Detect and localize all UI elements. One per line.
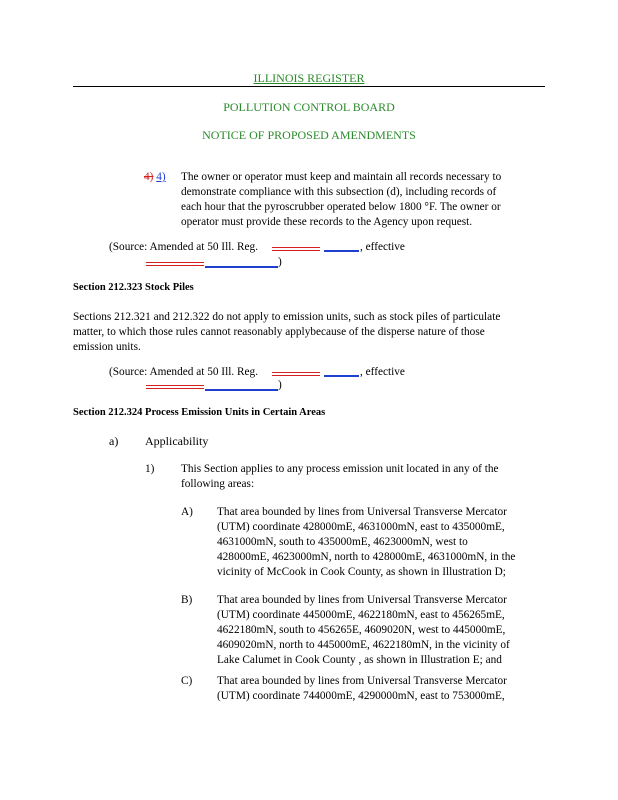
itemC-label: C) [181, 675, 193, 687]
itemA-line-5: vicinity of McCook in Cook County, as shown in Illustration D; [217, 566, 506, 578]
section-323-line-1: Sections 212.321 and 212.322 do not apply to emission units, such as stock piles of particulate [73, 311, 501, 323]
source2-strike-b [272, 375, 320, 376]
source2-strike-d [146, 388, 204, 389]
source2-strike-a [272, 372, 320, 373]
source1-blue-b [205, 266, 278, 268]
source1-effective: , effective [360, 241, 405, 253]
item1-line-2: following areas: [181, 478, 255, 490]
itemC-line-2: (UTM) coordinate 744000mE, 4290000mN, east to 753000mE, [217, 690, 505, 702]
item4-line-3: each hour that the pyroscrubber operated below 1800 °F. The owner or [181, 201, 501, 213]
itemB-line-4: 4609020mN, north to 445000mE, 4622180mN, in the vicinity of [217, 639, 510, 651]
subsection-a-label: a) [109, 434, 119, 448]
source2-strike-c [146, 385, 204, 386]
section-323-line-2: matter, to which those rules cannot reasonably applybecause of the disperse nature of those [73, 326, 485, 338]
header-rule [73, 86, 545, 87]
itemA-label: A) [181, 506, 193, 518]
itemA-line-4: 428000mE, 4623000mN, north to 428000mE, 4631000mN, in the [217, 551, 516, 563]
item1-label: 1) [145, 463, 155, 475]
section-324-title: Section 212.324 Process Emission Units in Certain Areas [73, 407, 326, 418]
itemB-line-3: 4622180mN, south to 456265E, 4609020N, west to 445000mE, [217, 624, 506, 636]
notice-title: NOTICE OF PROPOSED AMENDMENTS [202, 128, 416, 142]
itemC-line-1: That area bounded by lines from Universal Transverse Mercator [217, 675, 507, 687]
item4-line-1: The owner or operator must keep and maintain all records necessary to [181, 171, 502, 183]
itemB-line-5: Lake Calumet in Cook County , as shown in Illustration E; and [217, 654, 502, 666]
source-note-1: (Source: Amended at 50 Ill. Reg. [109, 241, 259, 253]
item4-label [144, 170, 166, 185]
section-323-title: Section 212.323 Stock Piles [73, 282, 194, 293]
itemA-line-3: 4631000mN, south to 435000mE, 4623000mN, west to [217, 536, 468, 548]
itemB-line-2: (UTM) coordinate 445000mE, 4622180mN, east to 456265mE, [217, 609, 505, 621]
source1-strike-c [146, 262, 204, 263]
source2-close: ) [278, 379, 282, 391]
board-title: POLLUTION CONTROL BOARD [223, 100, 395, 114]
item4-new-label: 4) [156, 171, 166, 183]
itemB-label: B) [181, 594, 193, 606]
source2-effective: , effective [360, 366, 405, 378]
source1-close: ) [278, 256, 282, 268]
item1-line-1: This Section applies to any process emission unit located in any of the [181, 463, 499, 475]
item4-line-2: demonstrate compliance with this subsection (d), including records of [181, 186, 497, 198]
source-note-2: (Source: Amended at 50 Ill. Reg. [109, 366, 259, 378]
itemA-line-1: That area bounded by lines from Universal Transverse Mercator [217, 506, 507, 518]
register-title [0, 71, 618, 86]
register-title-text: ILLINOIS REGISTER [253, 71, 365, 85]
item4-old-label: 4) [144, 171, 154, 183]
source2-blue-b [205, 389, 278, 391]
source2-blue-a [324, 375, 359, 377]
source1-blue-a [324, 250, 359, 252]
itemA-line-2: (UTM) coordinate 428000mE, 4631000mN, east to 435000mE, [217, 521, 505, 533]
source1-strike-b [272, 250, 320, 251]
item4-line-4: operator must provide these records to the Agency upon request. [181, 216, 473, 228]
subsection-a-text: Applicability [145, 434, 209, 448]
section-323-line-3: emission units. [73, 341, 141, 353]
itemB-line-1: That area bounded by lines from Universal Transverse Mercator [217, 594, 507, 606]
source1-strike-a [272, 247, 320, 248]
source1-strike-d [146, 265, 204, 266]
